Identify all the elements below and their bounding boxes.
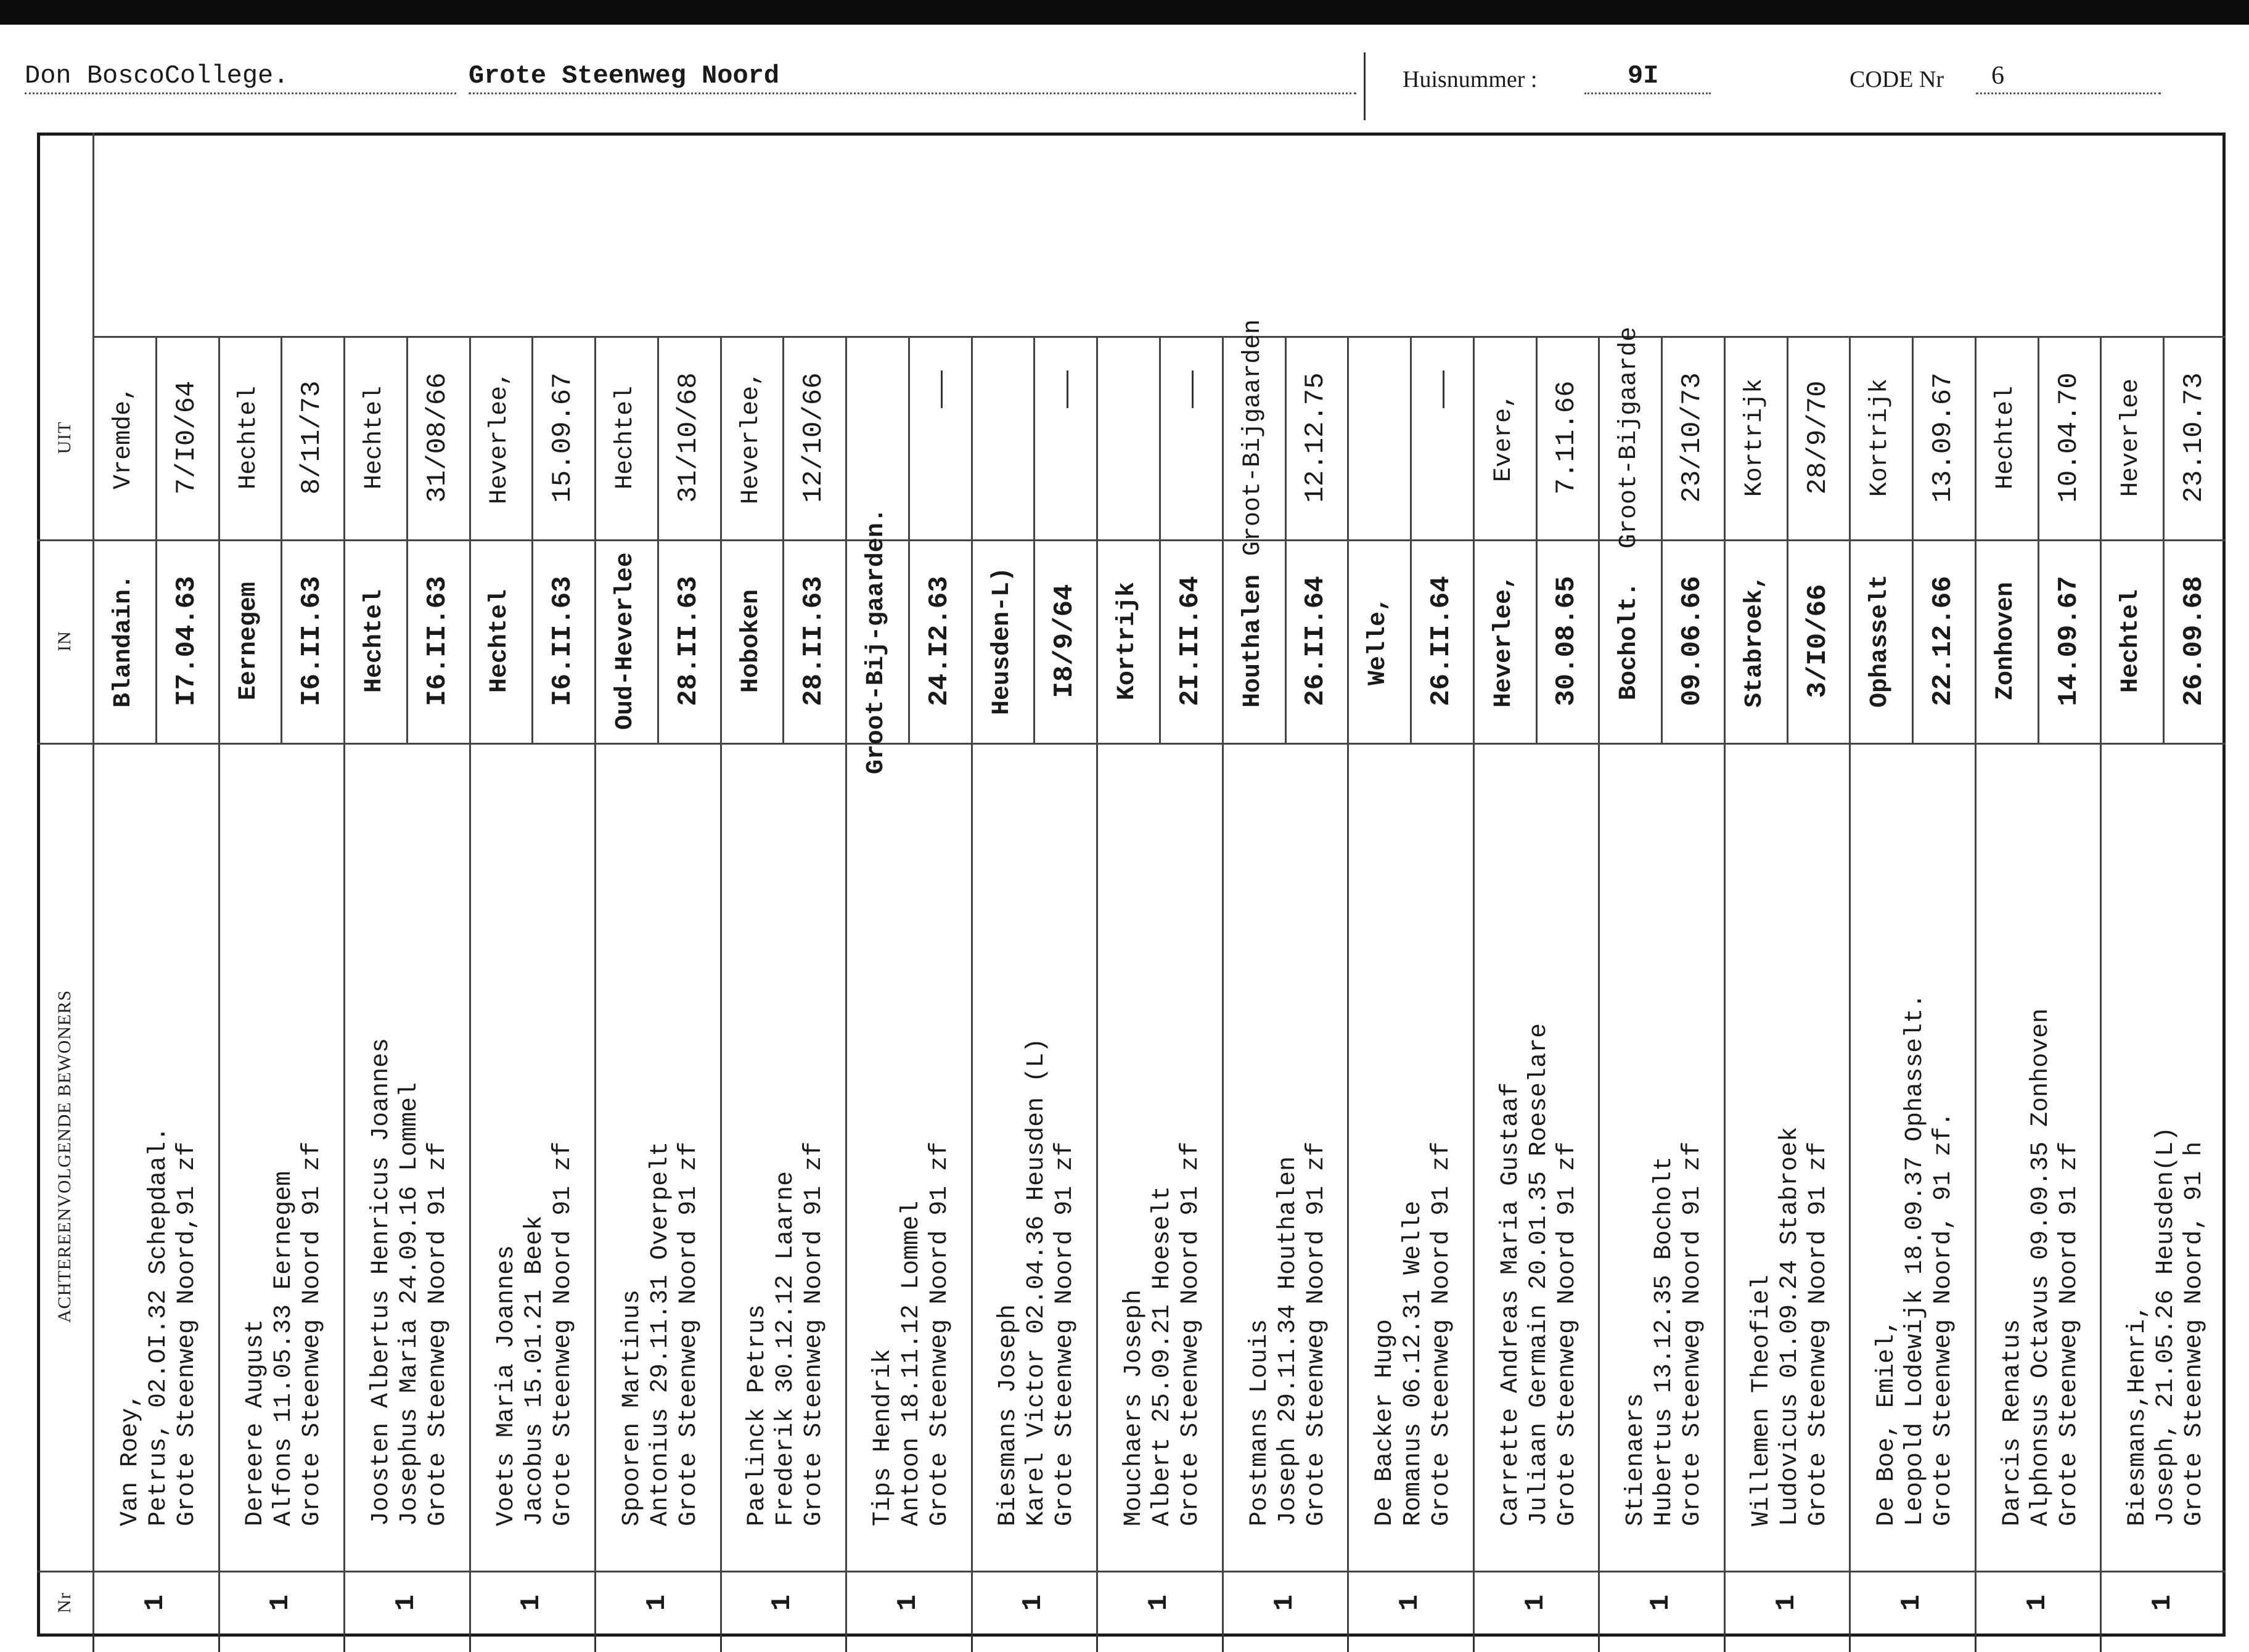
resident-line: Grote Steenweg Noord 91 zf <box>1804 1141 1832 1526</box>
resident-line: Grote Steenweg Noord 91 zf <box>1302 1141 1330 1526</box>
resident-line: Antoon 18.11.12 Lommel <box>897 1200 925 1526</box>
resident-line: Grote Steenweg Noord,91 zf <box>173 1141 201 1526</box>
resident-line: Antonius 29.11.31 Overpelt <box>646 1141 674 1526</box>
entry-separator <box>720 336 722 1637</box>
resident-line: Alphonsus Octavus 09.09.35 Zonhoven <box>2026 1008 2055 1526</box>
resident-entry <box>744 787 829 1526</box>
resident-line: Stienaers <box>1622 1392 1650 1526</box>
in-date: 09.06.66 <box>1677 576 1708 706</box>
uit-subcolumn-line <box>1033 336 1035 539</box>
in-place: Bocholt. <box>1615 581 1644 701</box>
in-subcolumn-line <box>1159 539 1161 743</box>
in-subcolumn-line <box>908 539 910 743</box>
entry-separator <box>1473 336 1475 1637</box>
bottom-tick <box>1849 1634 1851 1652</box>
entry-separator <box>2100 336 2102 1637</box>
in-subcolumn-line <box>657 539 659 743</box>
resident-line: De Boe, Emiel, <box>1873 1319 1901 1526</box>
in-date: 22.12.66 <box>1928 576 1959 706</box>
in-place: Houthalen <box>1239 574 1267 708</box>
resident-entry <box>1873 787 1958 1526</box>
uit-subcolumn-line <box>657 336 659 539</box>
in-subcolumn-line <box>1536 539 1538 743</box>
resident-line: Grote Steenweg Noord 91 zf <box>674 1141 703 1526</box>
in-top-line <box>37 539 2226 541</box>
uit-subcolumn-line <box>2163 336 2165 539</box>
uit-place: Heverlee <box>2117 378 2145 497</box>
resident-line: Grote Steenweg Noord 91 zf <box>1679 1141 1707 1526</box>
resident-line: Tips Hendrik <box>869 1348 897 1526</box>
resident-line: Grote Steenweg Noord 91 zf <box>925 1141 954 1526</box>
resident-line: Petrus, 02.OI.32 Schepdaal. <box>144 1126 173 1526</box>
street-name: Grote Steenweg Noord <box>469 61 780 91</box>
resident-line: Grote Steenweg Noord 91 zf <box>2055 1141 2083 1526</box>
entry-separator <box>343 336 345 1637</box>
resident-entry <box>493 787 578 1526</box>
bottom-tick <box>469 1634 471 1652</box>
in-subcolumn-line <box>1285 539 1287 743</box>
entry-number: 1 <box>1269 1594 1300 1611</box>
uit-place: Groot-Bijgaarde <box>1615 326 1644 549</box>
entry-separator <box>1598 336 1600 1637</box>
in-place: Heverlee, <box>1489 574 1518 708</box>
in-subcolumn-line <box>281 539 282 743</box>
entry-separator <box>218 336 220 1637</box>
in-date: 2I.II.64 <box>1174 576 1206 706</box>
resident-line: Van Roey, <box>116 1392 144 1526</box>
resident-line: Grote Steenweg Noord 91 zf <box>1428 1141 1456 1526</box>
entry-separator <box>845 336 847 1637</box>
resident-line: Grote Steenweg Noord 91 zf <box>549 1141 578 1526</box>
in-place: Heusden-L) <box>988 566 1016 716</box>
in-date: 26.09.68 <box>2179 576 2210 706</box>
entry-separator <box>1347 336 1349 1637</box>
bottom-tick <box>845 1634 847 1652</box>
in-date: I7.04.63 <box>171 576 202 706</box>
resident-entry <box>2124 787 2209 1526</box>
in-subcolumn-line <box>782 539 784 743</box>
uit-date: 12/10/66 <box>798 372 830 503</box>
uit-subcolumn-line <box>1912 336 1914 539</box>
in-date: I6.II.63 <box>547 576 579 706</box>
entry-separator <box>469 336 471 1637</box>
resident-entry <box>242 787 327 1526</box>
uit-place: Kortrijk <box>1866 378 1895 497</box>
uit-subcolumn-line <box>2038 336 2039 539</box>
nr-column-label: Nr <box>54 1592 75 1613</box>
resident-line: Joseph, 21.05.26 Heusden(L) <box>2152 1126 2181 1526</box>
in-subcolumn-line <box>406 539 408 743</box>
in-date: 30.08.65 <box>1551 576 1583 706</box>
uit-subcolumn-line <box>155 336 157 539</box>
entry-separator <box>971 336 973 1637</box>
in-subcolumn-line <box>1410 539 1412 743</box>
uit-empty-mark <box>941 370 943 408</box>
uit-date: 7/I0/64 <box>171 380 202 495</box>
bottom-tick <box>1975 1634 1977 1652</box>
code-value: 6 <box>1991 62 2004 90</box>
uit-date: 31/10/68 <box>673 372 704 503</box>
in-subcolumn-line <box>1033 539 1035 743</box>
uit-place: Kortrijk <box>1740 378 1769 497</box>
entry-number: 1 <box>1395 1594 1426 1611</box>
resident-line: Grote Steenweg Noord, 91 h <box>2181 1141 2209 1526</box>
uit-date: 13.09.67 <box>1928 372 1959 503</box>
entry-separator <box>1222 336 1224 1637</box>
bottom-tick <box>1724 1634 1726 1652</box>
uit-place: Groot-Bijgaarden <box>1239 319 1267 557</box>
resident-line: Karel Victor 02.04.36 Heusden (L) <box>1023 1037 1051 1526</box>
in-place: Hechtel <box>360 589 388 693</box>
resident-entry <box>1999 787 2084 1526</box>
resident-line: Willemen Theofiel <box>1747 1274 1776 1526</box>
resident-line: Biesmans,Henri, <box>2124 1304 2152 1526</box>
entry-number: 1 <box>265 1594 297 1611</box>
entry-separator <box>594 336 596 1637</box>
resident-entry <box>618 787 703 1526</box>
nr-top-line <box>37 1571 2226 1572</box>
uit-subcolumn-line <box>1410 336 1412 539</box>
resident-line: Jacobus 15.01.21 Beek <box>521 1215 549 1526</box>
in-place: Stabroek, <box>1740 574 1769 708</box>
uit-date: 12.12.75 <box>1300 372 1332 503</box>
street-dotline <box>469 92 1356 94</box>
in-date: 26.II.64 <box>1300 576 1332 706</box>
uit-date: 23.10.73 <box>2179 372 2210 503</box>
resident-entry <box>117 787 202 1526</box>
resident-line: Grote Steenweg Noord 91 zf <box>1177 1141 1205 1526</box>
entry-separator <box>1849 336 1851 1637</box>
bottom-tick <box>594 1634 596 1652</box>
resident-entry <box>994 787 1079 1526</box>
resident-entry <box>367 787 453 1526</box>
institution-dotline <box>25 92 456 94</box>
resident-line: Leopold Lodewijk 18.09.37 Ophasselt. <box>1901 993 1930 1526</box>
resident-line: Postmans Louis <box>1245 1319 1274 1526</box>
uit-date: 28/9/70 <box>1802 380 1833 495</box>
resident-entry <box>1497 787 1582 1526</box>
resident-line: Dereere August <box>242 1319 270 1526</box>
uit-subcolumn-line <box>782 336 784 539</box>
entry-number: 1 <box>1520 1594 1551 1611</box>
in-subcolumn-line <box>2038 539 2039 743</box>
entry-number: 1 <box>1896 1594 1928 1611</box>
resident-line: Darcis Renatus <box>1998 1319 2026 1526</box>
in-place: Hoboken <box>737 589 765 693</box>
uit-place: Heverlee, <box>486 370 514 505</box>
resident-line: Grote Steenweg Noord 91 zf <box>1051 1141 1079 1526</box>
resident-entry <box>1246 787 1331 1526</box>
uit-subcolumn-line <box>1536 336 1538 539</box>
bottom-tick <box>971 1634 973 1652</box>
in-place: Kortrijk <box>1113 581 1142 701</box>
uit-place: Hechtel <box>612 385 639 490</box>
resident-line: Albert 25.09.21 Hoeselt <box>1149 1185 1176 1526</box>
entry-separator <box>1096 336 1098 1637</box>
resident-line: Grote Steenweg Noord 91 zf <box>1553 1141 1581 1526</box>
label-column-line <box>92 133 94 1637</box>
in-place: Blandain. <box>109 574 137 708</box>
resident-line: Grote Steenweg Noord, 91 zf. <box>1930 1111 1958 1526</box>
uit-subcolumn-line <box>1661 336 1663 539</box>
resident-line: Grote Steenweg Noord 91 zf <box>800 1141 829 1526</box>
resident-line: Joseph 29.11.34 Houthalen <box>1274 1156 1302 1526</box>
entry-number: 1 <box>139 1594 171 1611</box>
resident-entry <box>1120 787 1205 1526</box>
uit-subcolumn-line <box>1159 336 1161 539</box>
resident-line: Alfons 11.05.33 Eernegem <box>270 1171 298 1526</box>
huisnummer-dotline <box>1584 92 1711 94</box>
uit-place: Hechtel <box>235 385 263 490</box>
resident-line: Romanus 06.12.31 Welle <box>1399 1200 1428 1526</box>
in-date: 3/I0/66 <box>1802 584 1833 698</box>
resident-line: Juliaan Germain 20.01.35 Roeselare <box>1525 1023 1553 1526</box>
residents-top-line <box>37 743 2226 745</box>
entry-number: 1 <box>2022 1594 2053 1611</box>
entry-number: 1 <box>641 1594 673 1611</box>
resident-line: Voets Maria Joannes <box>493 1245 521 1526</box>
uit-place: Evere, <box>1489 393 1518 483</box>
in-date: 28.II.63 <box>798 576 830 706</box>
resident-line: Grote Steenweg Noord 91 zf <box>298 1141 327 1526</box>
uit-date: 7.11.66 <box>1551 380 1583 495</box>
resident-line: Paelinck Petrus <box>744 1304 772 1526</box>
uit-subcolumn-line <box>908 336 910 539</box>
resident-line: Joosten Albertus Henricus Joannes <box>367 1037 395 1526</box>
in-subcolumn-line <box>1787 539 1788 743</box>
bottom-tick <box>1096 1634 1098 1652</box>
in-subcolumn-line <box>1912 539 1914 743</box>
resident-line: De Backer Hugo <box>1371 1319 1399 1526</box>
huisnummer-value: 9I <box>1628 61 1659 91</box>
entry-number: 1 <box>1645 1594 1677 1611</box>
bottom-tick <box>1347 1634 1349 1652</box>
uit-date: 8/11/73 <box>297 380 328 495</box>
bottom-tick <box>1598 1634 1600 1652</box>
in-subcolumn-line <box>1661 539 1663 743</box>
uit-subcolumn-line <box>281 336 282 539</box>
in-date: I6.II.63 <box>297 576 328 706</box>
bottom-tick <box>343 1634 345 1652</box>
bottom-tick <box>218 1634 220 1652</box>
resident-line: Josephus Maria 24.09.16 Lommel <box>395 1082 424 1526</box>
in-place: Hechtel <box>486 589 514 693</box>
uit-place: Heverlee, <box>737 370 765 505</box>
in-place: Groot-Bij-gaarden. <box>862 507 891 775</box>
bottom-tick <box>720 1634 722 1652</box>
entry-separator <box>1724 336 1726 1637</box>
uit-date: 23/10/73 <box>1677 372 1708 503</box>
uit-date: 10.04.70 <box>2053 372 2084 503</box>
uit-subcolumn-line <box>1285 336 1287 539</box>
resident-line: Spooren Martinus <box>618 1289 646 1526</box>
uit-subcolumn-line <box>406 336 408 539</box>
in-subcolumn-line <box>531 539 533 743</box>
in-subcolumn-line <box>155 539 157 743</box>
resident-line: Grote Steenweg Noord 91 zf <box>424 1141 452 1526</box>
bottom-tick <box>1473 1634 1475 1652</box>
code-label: CODE Nr <box>1850 67 1944 92</box>
bottom-tick <box>2100 1634 2102 1652</box>
in-date: 26.II.64 <box>1425 576 1457 706</box>
bottom-tick <box>92 1634 94 1652</box>
uit-place: Hechtel <box>360 385 388 490</box>
resident-line: Frederik 30.12.12 Laarne <box>772 1171 800 1526</box>
bottom-tick <box>1222 1634 1224 1652</box>
in-place: Zonhoven <box>1991 581 2020 701</box>
uit-date: 31/08/66 <box>422 372 453 503</box>
in-date: 24.I2.63 <box>924 576 955 706</box>
entry-number: 1 <box>892 1594 924 1611</box>
entry-number: 1 <box>2147 1594 2179 1611</box>
code-dotline <box>1976 92 2161 94</box>
resident-entry <box>1622 787 1707 1526</box>
in-place: Oud-Heverlee <box>612 552 639 730</box>
in-date: 28.II.63 <box>673 576 704 706</box>
entry-number: 1 <box>516 1594 547 1611</box>
uit-date: 15.09.67 <box>547 372 579 503</box>
in-date: I8/9/64 <box>1049 584 1081 698</box>
resident-entry <box>869 787 954 1526</box>
resident-line: Carrette Andreas Maria Gustaaf <box>1496 1082 1525 1526</box>
uit-empty-mark <box>1067 370 1068 408</box>
resident-line: Hubertus 13.12.35 Bocholt <box>1650 1156 1679 1526</box>
entry-number: 1 <box>1144 1594 1174 1611</box>
uit-place: Vremde, <box>109 385 137 490</box>
huisnummer-label: Huisnummer : <box>1403 67 1538 92</box>
in-place: Hechtel <box>2117 589 2145 693</box>
in-place: Eernegem <box>235 581 263 701</box>
entry-separator <box>1975 336 1977 1637</box>
resident-line: Biesmans Joseph <box>994 1304 1023 1526</box>
resident-entry <box>1748 787 1833 1526</box>
institution-name: Don BoscoCollege. <box>25 61 289 91</box>
uit-empty-mark <box>1192 370 1194 408</box>
in-place: Ophasselt <box>1866 574 1895 708</box>
resident-entry <box>1371 787 1456 1526</box>
entry-number: 1 <box>767 1594 798 1611</box>
residents-column-label: ACHTEREENVOLGENDE BEWONERS <box>54 989 75 1323</box>
entry-number: 1 <box>1018 1594 1049 1611</box>
in-place: Welle, <box>1364 596 1393 686</box>
resident-line: Mouchaers Joseph <box>1120 1289 1148 1526</box>
uit-subcolumn-line <box>1787 336 1788 539</box>
in-date: I6.II.63 <box>422 576 453 706</box>
header-separator <box>1364 52 1366 120</box>
top-black-bar <box>0 0 2249 25</box>
in-date: 14.09.67 <box>2053 576 2084 706</box>
entry-number: 1 <box>390 1594 422 1611</box>
uit-column-label: UIT <box>54 421 75 454</box>
uit-place: Hechtel <box>1991 385 2020 490</box>
in-subcolumn-line <box>2163 539 2165 743</box>
entry-number: 1 <box>1771 1594 1802 1611</box>
uit-subcolumn-line <box>531 336 533 539</box>
resident-line: Ludovicus 01.09.24 Stabroek <box>1776 1126 1804 1526</box>
in-column-label: IN <box>54 631 75 652</box>
